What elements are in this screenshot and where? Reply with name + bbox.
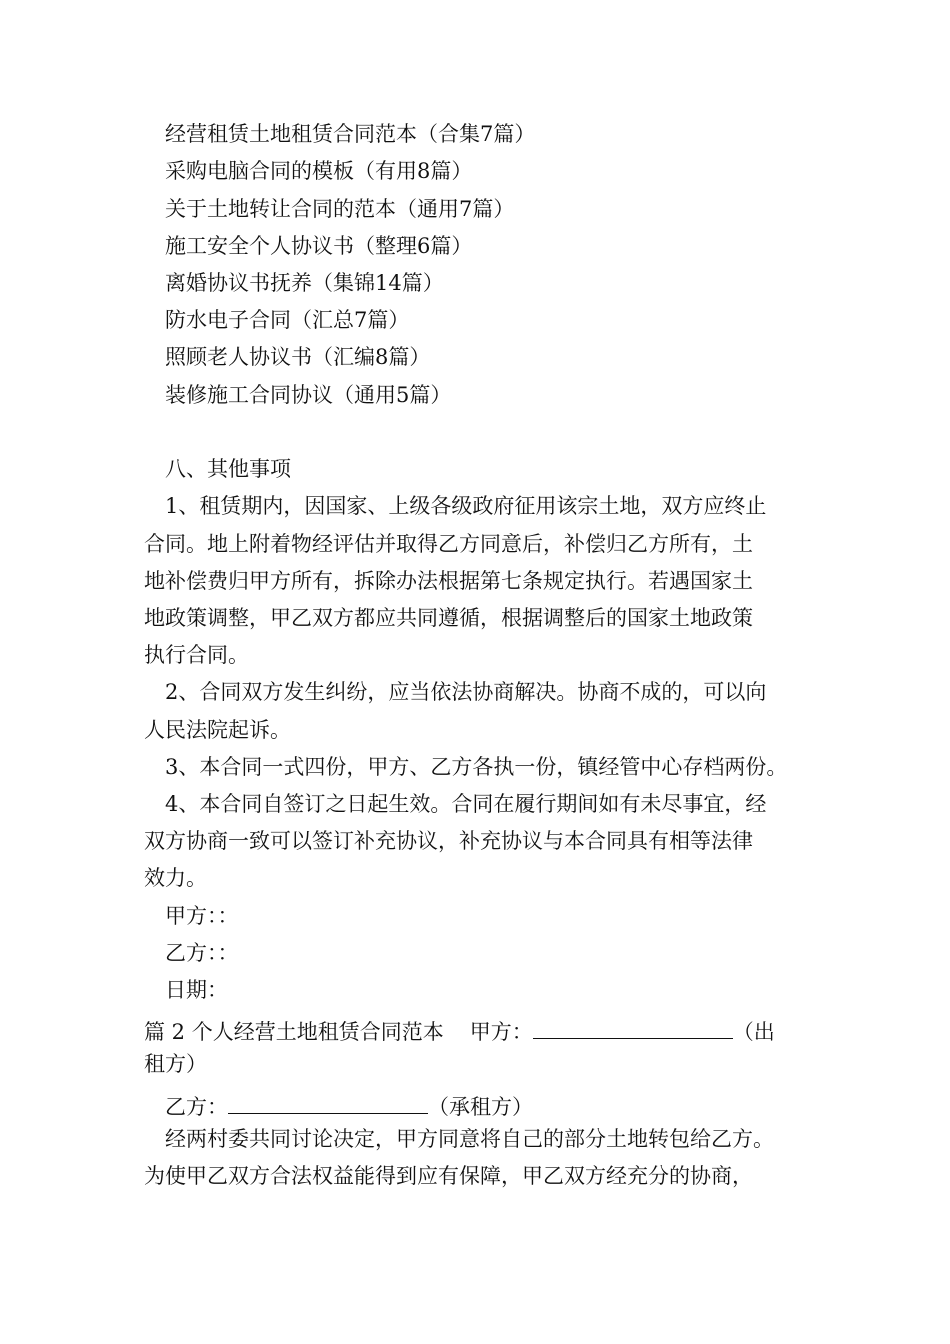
related-list-item[interactable]: 离婚协议书抚养（集锦14篇） (165, 271, 444, 295)
party-a-blank[interactable] (533, 1017, 733, 1039)
related-list-item[interactable]: 经营租赁土地租赁合同范本（合集7篇） (165, 122, 536, 146)
clause-1-line: 地政策调整，甲乙双方都应共同遵循，根据调整后的国家土地政策 (144, 606, 753, 630)
related-list-item[interactable]: 施工安全个人协议书（整理6篇） (165, 234, 473, 258)
clause-1-line: 地补偿费归甲方所有，拆除办法根据第七条规定执行。若遇国家土 (144, 569, 753, 593)
clause-2-line: 2、合同双方发生纠纷，应当依法协商解决。协商不成的，可以向 (165, 680, 767, 704)
party-b-label: 乙方： (165, 1095, 228, 1119)
article-2-body-line: 经两村委共同讨论决定，甲方同意将自己的部分土地转包给乙方。 (165, 1127, 774, 1151)
party-b-line (165, 1092, 533, 1118)
related-list-item[interactable]: 防水电子合同（汇总7篇） (165, 308, 410, 332)
party-b-blank[interactable] (228, 1092, 428, 1114)
clause-4-line: 效力。 (144, 866, 207, 890)
related-list-item[interactable]: 装修施工合同协议（通用5篇） (165, 383, 452, 407)
section-heading: 八、其他事项 (165, 457, 291, 481)
related-list-item[interactable]: 照顾老人协议书（汇编8篇） (165, 345, 431, 369)
clause-3-line: 3、本合同一式四份，甲方、乙方各执一份，镇经管中心存档两份。 (165, 755, 788, 779)
party-a-label: 甲方： (469, 1020, 533, 1044)
clause-4-line: 双方协商一致可以签订补充协议，补充协议与本合同具有相等法律 (144, 829, 753, 853)
party-a-suffix-wrap: 租方） (144, 1052, 207, 1076)
clause-2-line: 人民法院起诉。 (144, 718, 291, 742)
related-list-item[interactable]: 采购电脑合同的模板（有用8篇） (165, 159, 473, 183)
article-2-title: 篇 2 个人经营土地租赁合同范本 (144, 1020, 444, 1044)
party-b-suffix: （承租方） (428, 1095, 533, 1119)
party-b-signature: 乙方：： (165, 941, 239, 965)
party-a-suffix: （出 (732, 1020, 775, 1044)
clause-1-line: 执行合同。 (144, 643, 249, 667)
clause-4-line: 4、本合同自签订之日起生效。合同在履行期间如有未尽事宜，经 (165, 792, 767, 816)
party-a-signature: 甲方：： (165, 904, 239, 928)
clause-1-line: 合同。地上附着物经评估并取得乙方同意后，补偿归乙方所有，土 (144, 532, 753, 556)
article-2-body-line: 为使甲乙双方合法权益能得到应有保障，甲乙双方经充分的协商， (144, 1164, 753, 1188)
related-list-item[interactable]: 关于土地转让合同的范本（通用7篇） (165, 197, 515, 221)
clause-1-line: 1、租赁期内，因国家、上级各级政府征用该宗土地，双方应终止 (165, 494, 767, 518)
sign-date: 日期： (165, 978, 228, 1002)
article-2-title-line (144, 1017, 775, 1043)
